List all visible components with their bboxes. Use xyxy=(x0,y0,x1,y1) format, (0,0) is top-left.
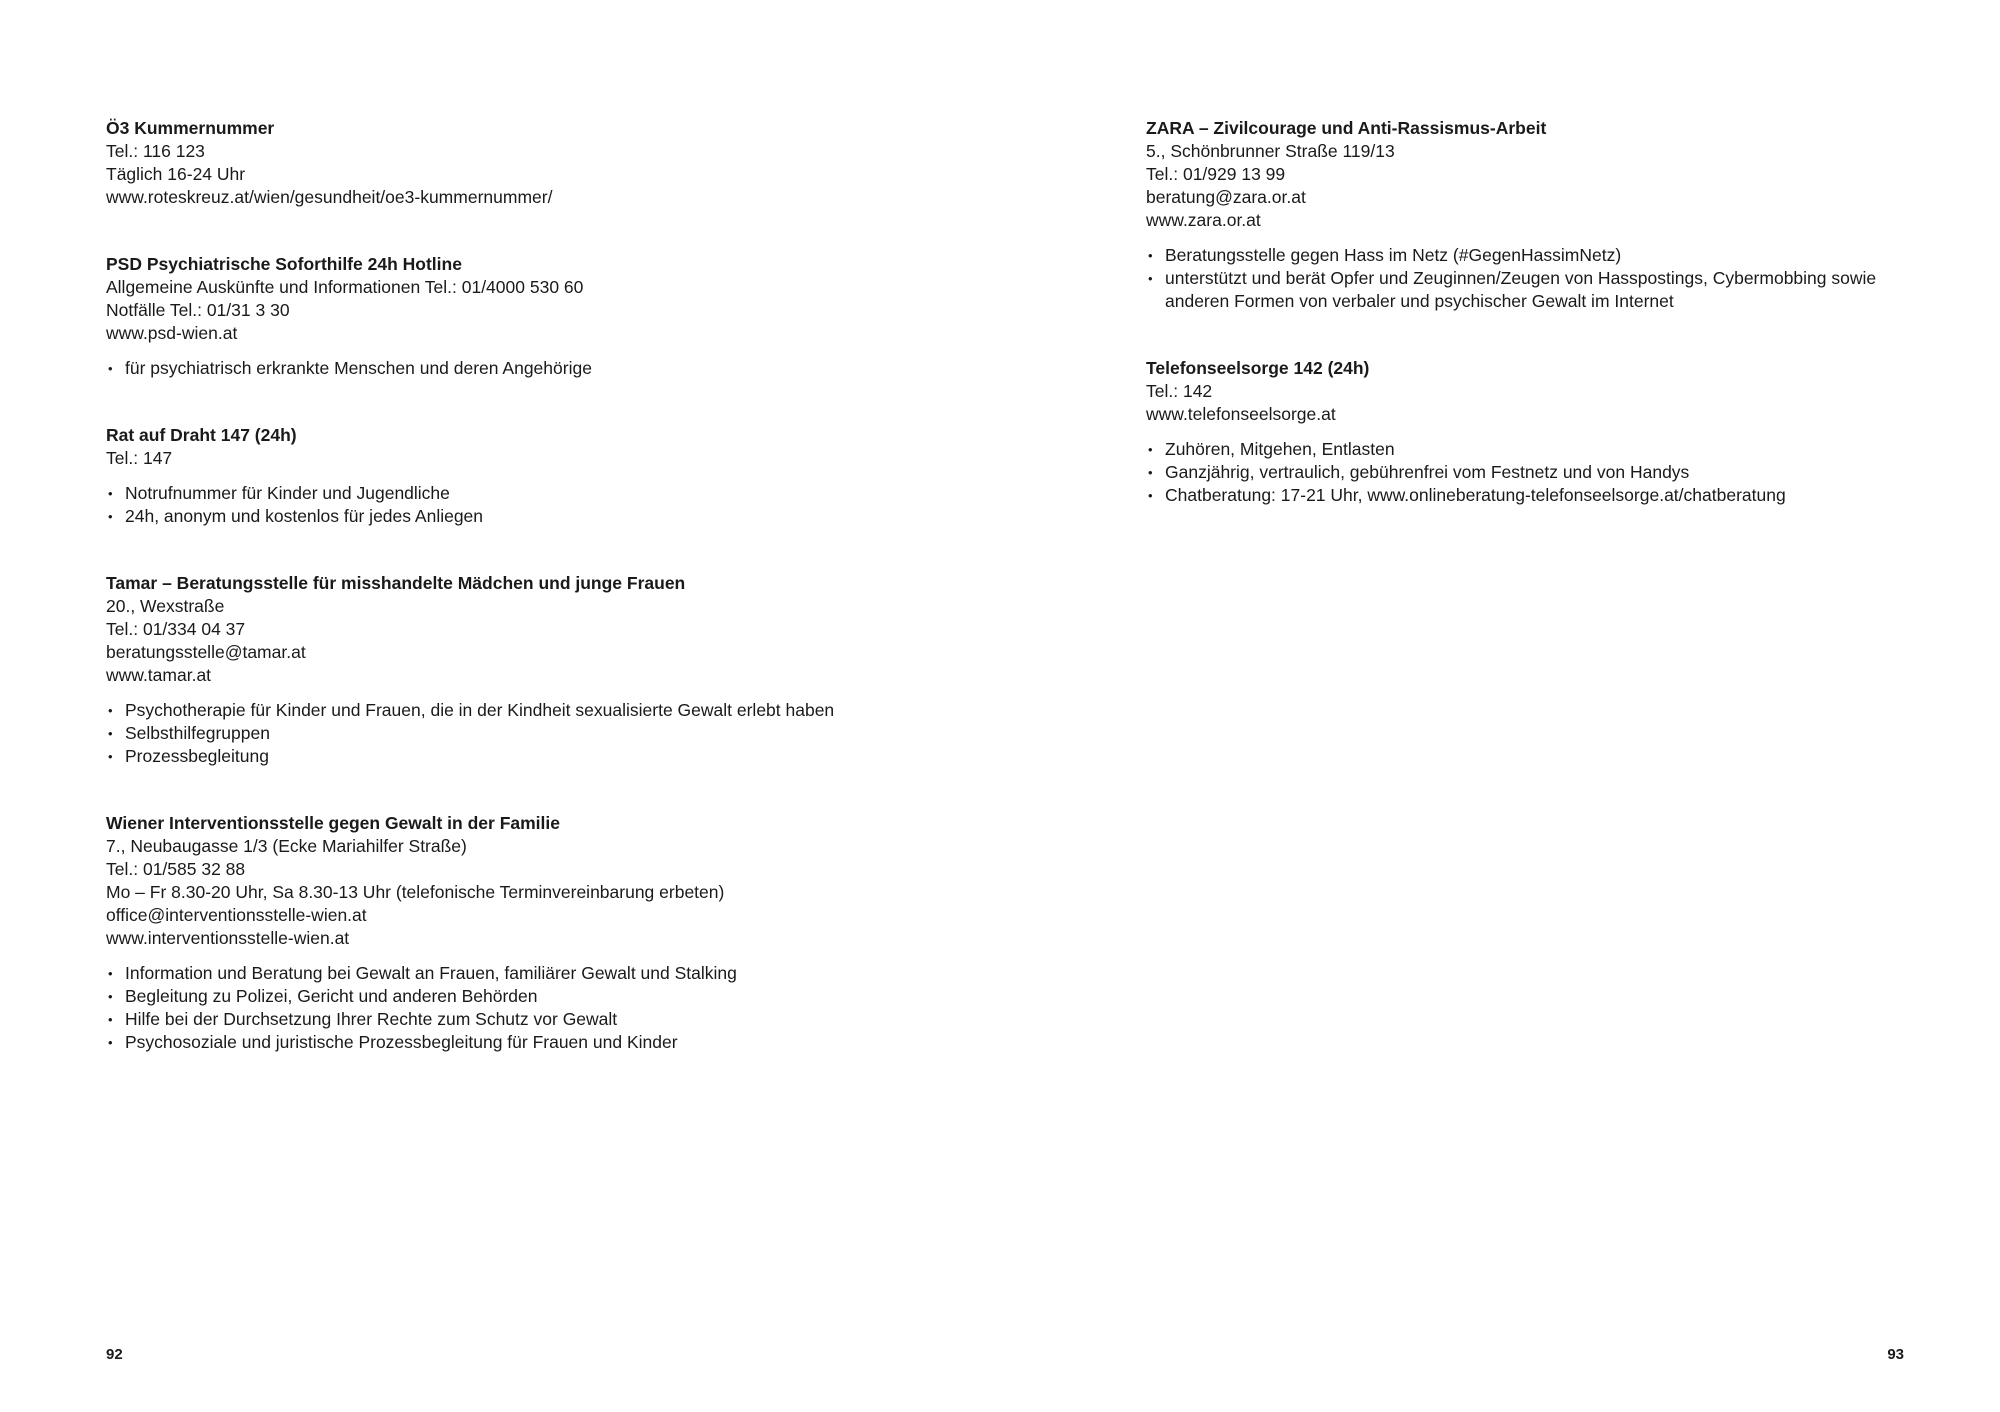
bullet-item xyxy=(106,985,966,1008)
entry-email: office@interventionsstelle-wien.at xyxy=(106,905,367,925)
bullet-item xyxy=(106,357,966,380)
bullet-dot-icon: • xyxy=(108,989,113,1004)
entry-website: www.interventionsstelle-wien.at xyxy=(106,928,350,948)
entry-website: www.tamar.at xyxy=(106,665,212,685)
bullet-text: Information und Beratung bei Gewalt an Frauen, familiärer Gewalt und Stalking xyxy=(125,963,737,983)
left-page-entries xyxy=(106,117,966,1098)
bullet-item xyxy=(106,505,966,528)
bullet-list xyxy=(106,962,966,1054)
entry-website: www.zara.or.at xyxy=(1146,210,1261,230)
entry-email: beratungsstelle@tamar.at xyxy=(106,642,306,662)
entry-title: Tamar – Beratungsstelle für misshandelte Mädchen und junge Frauen xyxy=(106,573,686,593)
bullet-item xyxy=(1146,267,1926,313)
entry-detail-line: Mo – Fr 8.30-20 Uhr, Sa 8.30-13 Uhr (telefonische Terminvereinbarung erbeten) xyxy=(106,882,725,902)
right-page-entries xyxy=(1146,117,1926,551)
bullet-item xyxy=(106,745,966,768)
bullet-text: für psychiatrisch erkrankte Menschen und deren Angehörige xyxy=(125,358,592,378)
bullet-item xyxy=(1146,484,1926,507)
entry-detail-line: Tel.: 142 xyxy=(1146,381,1213,401)
contact-entry xyxy=(1146,357,1926,507)
bullet-list xyxy=(106,482,966,528)
bullet-dot-icon: • xyxy=(1148,488,1153,503)
bullet-text: Beratungsstelle gegen Hass im Netz (#GegenHassimNetz) xyxy=(1165,245,1622,265)
bullet-text: unterstützt und berät Opfer und Zeuginnen/Zeugen von Hasspostings, Cybermobbing sowie anderen Formen von verbaler und psychischer Gewalt im Internet xyxy=(1165,268,1877,311)
entry-detail-line: Tel.: 01/929 13 99 xyxy=(1146,164,1286,184)
entry-title: Rat auf Draht 147 (24h) xyxy=(106,425,297,445)
page-number: 93 xyxy=(1887,1346,1904,1363)
bullet-list xyxy=(1146,244,1926,313)
bullet-text: Begleitung zu Polizei, Gericht und anderen Behörden xyxy=(125,986,538,1006)
entry-detail-line: Allgemeine Auskünfte und Informationen Tel.: 01/4000 530 60 xyxy=(106,277,584,297)
entry-detail-line: 20., Wexstraße xyxy=(106,596,225,616)
contact-entry xyxy=(106,572,966,768)
entry-detail-line: Tel.: 147 xyxy=(106,448,173,468)
bullet-dot-icon: • xyxy=(108,726,113,741)
bullet-dot-icon: • xyxy=(1148,465,1153,480)
bullet-dot-icon: • xyxy=(1148,442,1153,457)
contact-entry xyxy=(106,424,966,528)
bullet-dot-icon: • xyxy=(108,1035,113,1050)
bullet-text: Prozessbegleitung xyxy=(125,746,269,766)
bullet-dot-icon: • xyxy=(108,1012,113,1027)
bullet-dot-icon: • xyxy=(108,486,113,501)
bullet-item xyxy=(106,962,966,985)
entry-title: Wiener Interventionsstelle gegen Gewalt in der Familie xyxy=(106,813,560,833)
contact-entry xyxy=(106,812,966,1054)
entry-website: www.telefonseelsorge.at xyxy=(1146,404,1336,424)
entry-title: Ö3 Kummernummer xyxy=(106,118,275,138)
bullet-text: Selbsthilfegruppen xyxy=(125,723,270,743)
bullet-dot-icon: • xyxy=(108,361,113,376)
entry-detail-line: 5., Schönbrunner Straße 119/13 xyxy=(1146,141,1395,161)
bullet-list xyxy=(106,699,966,768)
bullet-list xyxy=(1146,438,1926,507)
bullet-dot-icon: • xyxy=(1148,271,1153,286)
contact-entry xyxy=(1146,117,1926,313)
bullet-item xyxy=(1146,244,1926,267)
bullet-text: Hilfe bei der Durchsetzung Ihrer Rechte zum Schutz vor Gewalt xyxy=(125,1009,618,1029)
contact-entry xyxy=(106,117,966,209)
bullet-item xyxy=(1146,461,1926,484)
bullet-text: Notrufnummer für Kinder und Jugendliche xyxy=(125,483,450,503)
entry-detail-line: Tel.: 116 123 xyxy=(106,141,205,161)
entry-detail-line: Notfälle Tel.: 01/31 3 30 xyxy=(106,300,290,320)
entry-title: PSD Psychiatrische Soforthilfe 24h Hotline xyxy=(106,254,462,274)
entry-website: www.psd-wien.at xyxy=(106,323,238,343)
page-number: 92 xyxy=(106,1346,123,1363)
right-page xyxy=(1000,0,2000,1412)
bullet-item xyxy=(106,1031,966,1054)
bullet-dot-icon: • xyxy=(108,703,113,718)
bullet-dot-icon: • xyxy=(1148,248,1153,263)
bullet-text: Ganzjährig, vertraulich, gebührenfrei vom Festnetz und von Handys xyxy=(1165,462,1690,482)
bullet-dot-icon: • xyxy=(108,966,113,981)
bullet-text: Chatberatung: 17-21 Uhr, www.onlineberatung-telefonseelsorge.at/chatberatung xyxy=(1165,485,1786,505)
bullet-text: Psychotherapie für Kinder und Frauen, die in der Kindheit sexualisierte Gewalt erlebt haben xyxy=(125,700,835,720)
bullet-item xyxy=(106,1008,966,1031)
entry-detail-line: Tel.: 01/585 32 88 xyxy=(106,859,246,879)
bullet-item xyxy=(106,482,966,505)
entry-detail-line: Täglich 16-24 Uhr xyxy=(106,164,246,184)
entry-title: Telefonseelsorge 142 (24h) xyxy=(1146,358,1370,378)
bullet-item xyxy=(106,722,966,745)
bullet-dot-icon: • xyxy=(108,749,113,764)
entry-detail-line: Tel.: 01/334 04 37 xyxy=(106,619,246,639)
entry-website: www.roteskreuz.at/wien/gesundheit/oe3-kummernummer/ xyxy=(106,187,553,207)
entry-detail-line: 7., Neubaugasse 1/3 (Ecke Mariahilfer Straße) xyxy=(106,836,467,856)
bullet-list xyxy=(106,357,966,380)
bullet-text: 24h, anonym und kostenlos für jedes Anliegen xyxy=(125,506,484,526)
contact-entry xyxy=(106,253,966,380)
bullet-text: Psychosoziale und juristische Prozessbegleitung für Frauen und Kinder xyxy=(125,1032,678,1052)
entry-email: beratung@zara.or.at xyxy=(1146,187,1306,207)
entry-title: ZARA – Zivilcourage und Anti-Rassismus-Arbeit xyxy=(1146,118,1547,138)
bullet-item xyxy=(106,699,966,722)
bullet-text: Zuhören, Mitgehen, Entlasten xyxy=(1165,439,1395,459)
bullet-dot-icon: • xyxy=(108,509,113,524)
bullet-item xyxy=(1146,438,1926,461)
